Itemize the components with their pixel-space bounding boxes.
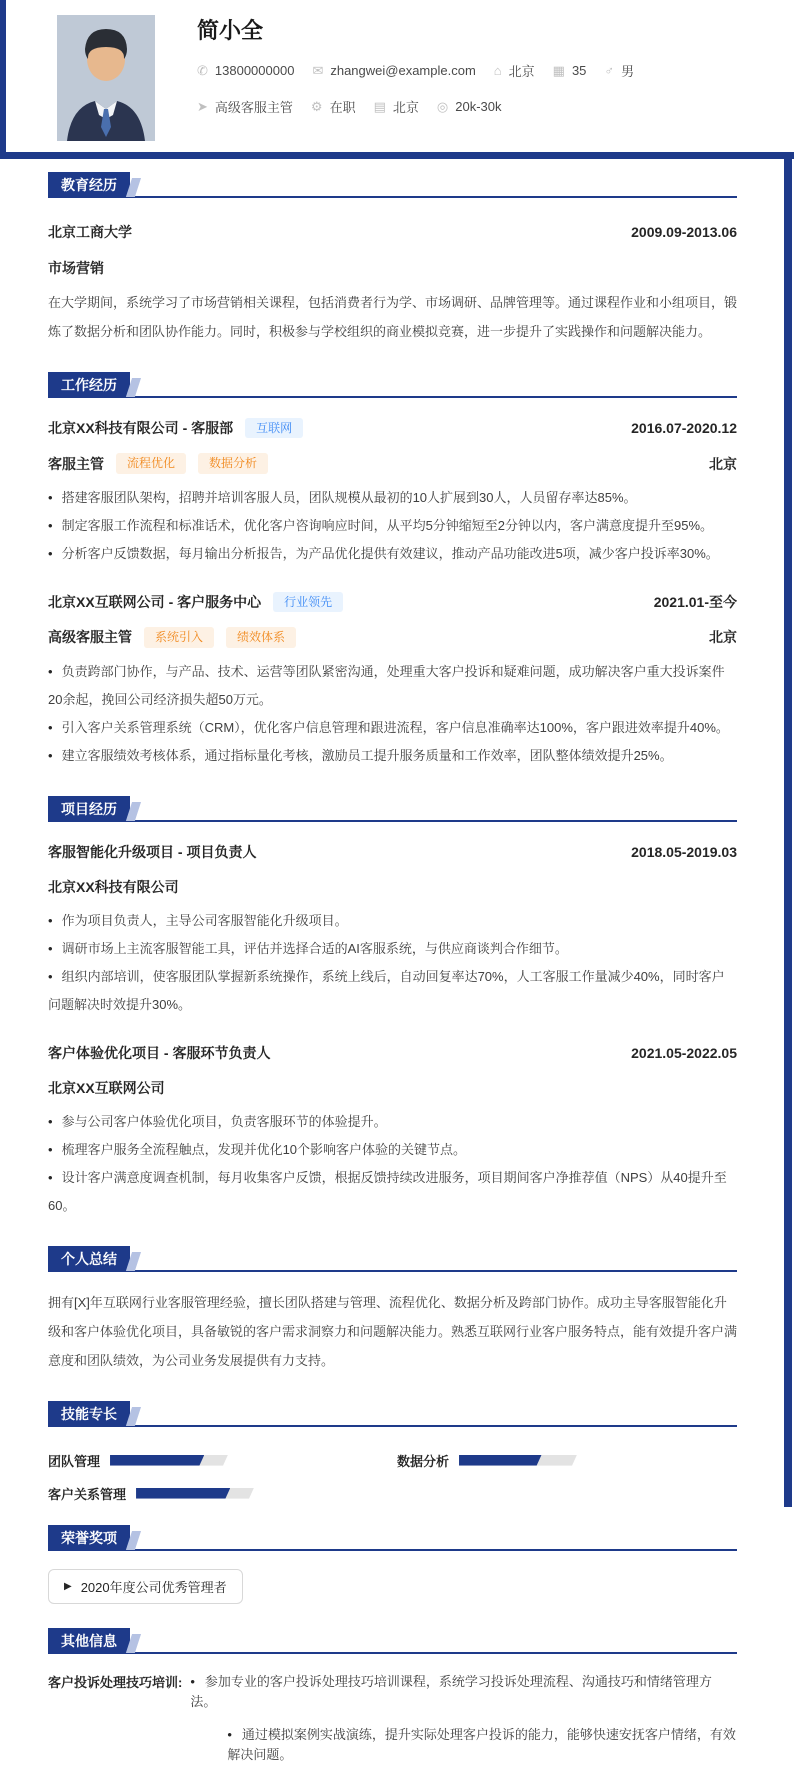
project-entry-2 [48, 1043, 737, 1220]
project-entry-1-bullets [48, 907, 737, 1019]
skills-grid [48, 1451, 737, 1503]
education-major: 市场营销 [48, 260, 104, 276]
other-title: 其他信息 [48, 1628, 130, 1654]
other-entry [48, 1672, 737, 1765]
section-education [48, 170, 737, 346]
work-dates: 2016.07-2020.12 [631, 420, 737, 437]
contact-position [197, 97, 293, 116]
bullet-item: • 调研市场上主流客服智能工具，评估并选择合适的AI客服系统，与供应商谈判合作细节。 [48, 935, 737, 963]
company-tag: 互联网 [245, 418, 303, 438]
skill-bar-fill [110, 1455, 204, 1466]
projects-header [48, 794, 737, 822]
document-icon: ▤ [373, 98, 386, 114]
section-summary [48, 1244, 737, 1375]
project-entry-2-name-row [48, 1043, 737, 1063]
resume-header [0, 0, 794, 152]
honors-header [48, 1523, 737, 1551]
project-name: 客户体验优化项目 - 客服环节负责人 [48, 1044, 271, 1061]
work-title: 工作经历 [48, 372, 130, 398]
education-header [48, 170, 737, 198]
bullet-item: • 建立客服绩效考核体系，通过指标量化考核，激励员工提升服务质量和工作效率，团队整体绩效提升25%。 [48, 742, 737, 770]
bullet-item: • 搭建客服团队架构，招聘并培训客服人员，团队规模从最初的10人扩展到30人，人员留存率达85%。 [48, 484, 737, 512]
other-label: 客户投诉处理技巧培训: [48, 1674, 183, 1690]
role-tag: 绩效体系 [226, 627, 296, 647]
section-projects [48, 794, 737, 1220]
contact-email-text: zhangwei@example.com [330, 63, 476, 79]
project-dates: 2018.05-2019.03 [631, 843, 737, 860]
work-entry-2 [48, 592, 737, 770]
section-honors [48, 1523, 737, 1604]
contact-age-text: 35 [571, 63, 587, 79]
work-entry-1-company-row [48, 418, 737, 438]
contact-salary-text: 20k-30k [455, 99, 502, 115]
education-description: 在大学期间，系统学习了市场营销相关课程，包括消费者行为学、市场调研、品牌管理等。通过课程作业和小组项目，锻炼了数据分析和团队协作能力。同时，积极参与学校组织的商业模拟竞赛，进一步提升了实践操作和问题解决能力。 [48, 295, 738, 339]
candidate-name: 简小全 [197, 18, 264, 43]
skill-bar [459, 1455, 577, 1466]
contact-position-text: 高级客服主管 [214, 100, 293, 116]
honors-title: 荣誉奖项 [48, 1525, 130, 1551]
summary-header [48, 1244, 737, 1272]
bullet-item: • 负责跨部门协作，与产品、技术、运营等团队紧密沟通，处理重大客户投诉和疑难问题，成功解决客户重大投诉案件20余起，挽回公司经济损失超50万元。 [48, 658, 737, 714]
phone-icon: ✆ [197, 62, 208, 78]
profile-photo-image [57, 15, 155, 141]
contact-gender [604, 61, 634, 80]
contact-gender-text: 男 [621, 64, 635, 80]
skills-header [48, 1399, 737, 1427]
work-header [48, 370, 737, 398]
skill-label: 数据分析 [397, 1453, 450, 1469]
contact-phone-text: 13800000000 [214, 63, 295, 79]
work-dates: 2021.01-至今 [653, 593, 737, 610]
email-icon: ✉ [312, 62, 324, 78]
education-entry [48, 222, 737, 242]
work-location: 北京 [709, 629, 737, 646]
contact-status-text: 在职 [329, 100, 356, 116]
skill-data-analysis [397, 1451, 737, 1470]
bullet-item: • 制定客服工作流程和标准话术，优化客户咨询响应时间，从平均5分钟缩短至2分钟以内，客户满意度提升至95%。 [48, 512, 737, 540]
work-entry-2-company-row [48, 592, 737, 612]
education-dates: 2009.09-2013.06 [631, 224, 737, 240]
education-title: 教育经历 [48, 172, 130, 198]
work-entry-1 [48, 418, 737, 568]
contact-row-1 [197, 61, 794, 80]
age-icon: ▦ [552, 62, 565, 78]
skill-label: 团队管理 [48, 1453, 101, 1469]
bullet-item: • 组织内部培训，使客服团队掌握新系统操作，系统上线后，自动回复率达70%，人工客服工作量减少40%，同时客户问题解决时效提升30%。 [48, 963, 737, 1019]
bullet-item: • 通过模拟案例实战演练，提升实际处理客户投诉的能力，能够快速安抚客户情绪，有效解决问题。 [227, 1725, 737, 1765]
school-name: 北京工商大学 [48, 224, 132, 240]
other-bullets [190, 1672, 737, 1765]
contact-status [311, 97, 356, 116]
projects-title: 项目经历 [48, 796, 130, 822]
summary-text: 拥有[X]年互联网行业客服管理经验，擅长团队搭建与管理、流程优化、数据分析及跨部门协作。成功主导客服智能化升级和客户体验优化项目，具备敏锐的客户需求洞察力和问题解决能力。熟悉互联网行业客户服务特点，能有效提升客户满意度和团队绩效，为公司业务发展提供有力支持。 [48, 1294, 738, 1368]
gender-icon: ♂ [604, 63, 615, 79]
profile-photo [57, 15, 155, 141]
role-tag: 流程优化 [116, 453, 186, 473]
summary-title: 个人总结 [48, 1246, 130, 1272]
company-tag: 行业领先 [273, 592, 343, 612]
project-company: 北京XX互联网公司 [48, 1079, 165, 1096]
play-icon: ▶ [64, 1580, 72, 1592]
header-info [57, 0, 794, 116]
project-entry-1 [48, 842, 737, 1019]
contact-email [312, 63, 475, 79]
work-location: 北京 [709, 455, 737, 472]
resume-content [0, 152, 794, 1765]
bullet-item: • 引入客户关系管理系统（CRM），优化客户信息管理和跟进流程，客户信息准确率达100%，客户跟进效率提升40%。 [48, 714, 737, 742]
bullet-item: • 参加专业的客户投诉处理技巧培训课程，系统学习投诉处理流程、沟通技巧和情绪管理方法。 [190, 1672, 737, 1712]
section-other [48, 1626, 737, 1765]
project-entry-1-name-row [48, 842, 737, 862]
skills-title: 技能专长 [48, 1401, 130, 1427]
company-name: 北京XX互联网公司 - 客户服务中心 [48, 593, 262, 610]
skill-crm [48, 1484, 397, 1503]
home-icon: ⌂ [493, 63, 502, 79]
work-entry-1-bullets [48, 484, 737, 568]
honor-item[interactable] [48, 1569, 243, 1604]
contact-salary [437, 99, 502, 115]
project-company: 北京XX科技有限公司 [48, 878, 179, 895]
project-dates: 2021.05-2022.05 [631, 1044, 737, 1061]
role-name: 客服主管 [48, 455, 104, 472]
skill-bar-fill [136, 1488, 230, 1499]
project-name: 客服智能化升级项目 - 项目负责人 [48, 843, 257, 860]
skill-bar [136, 1488, 254, 1499]
work-entry-2-bullets [48, 658, 737, 770]
section-work [48, 370, 737, 770]
project-entry-2-bullets [48, 1108, 737, 1220]
skill-bar [110, 1455, 228, 1466]
bullet-item: • 参与公司客户体验优化项目，负责客服环节的体验提升。 [48, 1108, 737, 1136]
salary-icon: ◎ [436, 98, 449, 114]
role-tag: 数据分析 [198, 453, 268, 473]
other-header [48, 1626, 737, 1654]
contact-city [374, 97, 419, 116]
bullet-item: • 梳理客户服务全流程触点，发现并优化10个影响客户体验的关键节点。 [48, 1136, 737, 1164]
contact-city-text: 北京 [392, 100, 419, 116]
bullet-item: • 设计客户满意度调查机制，每月收集客户反馈，根据反馈持续改进服务，项目期间客户净推荐值（NPS）从40提升至60。 [48, 1164, 737, 1220]
company-name: 北京XX科技有限公司 - 客服部 [48, 420, 234, 437]
work-entry-2-role-row [48, 627, 737, 647]
skill-team-management [48, 1451, 397, 1470]
role-name: 高级客服主管 [48, 629, 132, 646]
role-tag: 系统引入 [144, 627, 214, 647]
status-icon: ⚙ [310, 98, 323, 114]
skill-bar-fill [459, 1455, 542, 1466]
contact-location [494, 61, 535, 80]
section-skills [48, 1399, 737, 1503]
paper-plane-icon: ➤ [197, 98, 208, 114]
bullet-item: • 作为项目负责人，主导公司客服智能化升级项目。 [48, 907, 737, 935]
contact-row-2 [197, 97, 794, 116]
skill-label: 客户关系管理 [48, 1486, 127, 1502]
contact-age [553, 63, 587, 79]
honor-label: 2020年度公司优秀管理者 [80, 1579, 227, 1595]
contact-phone [197, 63, 294, 79]
contact-location-text: 北京 [508, 64, 535, 80]
work-entry-1-role-row [48, 453, 737, 473]
bullet-item: • 分析客户反馈数据，每月输出分析报告，为产品优化提供有效建议，推动产品功能改进5项，减少客户投诉率30%。 [48, 540, 737, 568]
